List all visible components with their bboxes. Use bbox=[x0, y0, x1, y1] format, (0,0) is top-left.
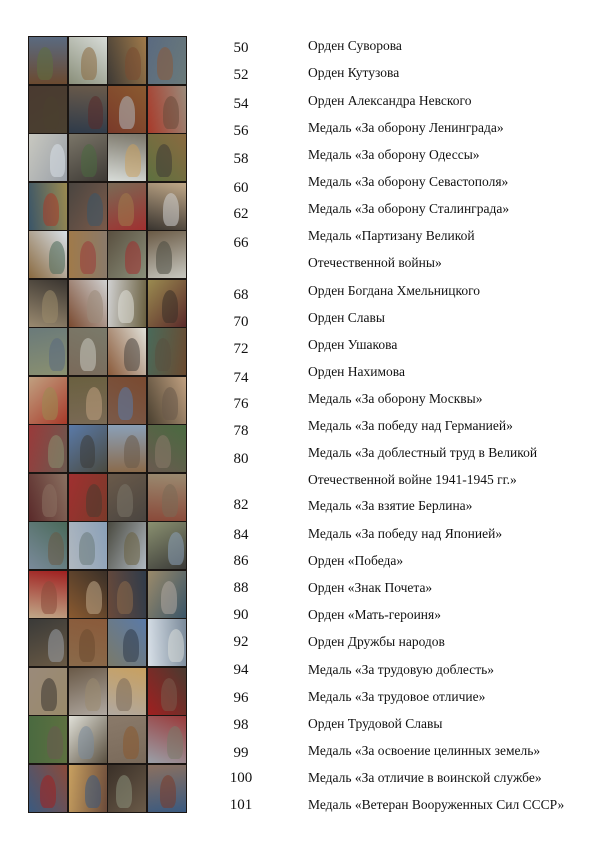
painting-thumbnail bbox=[68, 279, 108, 328]
painting-figure bbox=[118, 193, 134, 226]
painting-figure bbox=[42, 290, 58, 323]
painting-figure bbox=[80, 241, 96, 274]
painting-thumbnail bbox=[107, 521, 147, 570]
toc-page-number: 99 bbox=[233, 745, 249, 761]
painting-thumbnail bbox=[68, 764, 108, 813]
toc-entry-title-continued: Отечественной войны» bbox=[308, 255, 442, 270]
painting-thumbnail bbox=[107, 473, 147, 522]
painting-figure bbox=[160, 775, 176, 808]
toc-entry-title: Орден Дружбы народов bbox=[308, 634, 445, 649]
toc-entry-title: Орден Александра Невского bbox=[308, 93, 472, 108]
toc-page-number: 54 bbox=[233, 96, 249, 112]
painting-thumbnail bbox=[107, 182, 147, 231]
painting-figure bbox=[79, 629, 95, 662]
toc-entry-title: Орден Славы bbox=[308, 310, 385, 325]
painting-figure bbox=[118, 290, 134, 323]
painting-figure bbox=[50, 144, 66, 177]
toc-page-number: 52 bbox=[233, 67, 249, 83]
painting-thumbnail bbox=[28, 85, 68, 134]
painting-figure bbox=[163, 96, 179, 129]
painting-thumbnail bbox=[107, 376, 147, 425]
toc-entry-title: Медаль «За победу над Японией» bbox=[308, 526, 503, 541]
painting-thumbnail bbox=[147, 424, 187, 473]
toc-page-number: 50 bbox=[233, 40, 249, 56]
painting-thumbnail bbox=[28, 182, 68, 231]
painting-figure bbox=[116, 775, 132, 808]
toc-page-number: 70 bbox=[233, 314, 249, 330]
painting-thumbnail bbox=[107, 85, 147, 134]
painting-figure bbox=[47, 726, 63, 759]
painting-thumbnail bbox=[68, 133, 108, 182]
painting-figure bbox=[37, 47, 53, 80]
painting-figure bbox=[117, 484, 133, 517]
toc-page-number: 74 bbox=[233, 370, 249, 386]
toc-page-number: 66 bbox=[233, 235, 249, 251]
toc-entry-title: Медаль «За оборону Одессы» bbox=[308, 147, 480, 162]
painting-thumbnail bbox=[107, 424, 147, 473]
painting-figure bbox=[40, 775, 56, 808]
painting-thumbnail bbox=[147, 618, 187, 667]
toc-page-number: 82 bbox=[233, 497, 249, 513]
painting-thumbnail bbox=[68, 376, 108, 425]
painting-figure bbox=[86, 484, 102, 517]
painting-figure bbox=[123, 629, 139, 662]
toc-entry-title: Орден Кутузова bbox=[308, 65, 400, 80]
toc-page-number: 92 bbox=[233, 634, 249, 650]
painting-figure bbox=[125, 144, 141, 177]
painting-thumbnail bbox=[68, 521, 108, 570]
painting-figure bbox=[124, 435, 140, 468]
painting-figure bbox=[80, 435, 96, 468]
painting-figure bbox=[168, 629, 184, 662]
painting-figure bbox=[85, 678, 101, 711]
painting-figure bbox=[123, 726, 139, 759]
painting-thumbnail bbox=[147, 36, 187, 85]
toc-entry-title: Орден Суворова bbox=[308, 38, 402, 53]
toc-entry-title: Медаль «За трудовое отличие» bbox=[308, 689, 486, 704]
painting-figure bbox=[116, 678, 132, 711]
painting-thumbnail bbox=[147, 230, 187, 279]
painting-figure bbox=[42, 484, 58, 517]
painting-figure bbox=[87, 290, 103, 323]
painting-figure bbox=[162, 290, 178, 323]
painting-figure bbox=[163, 193, 179, 226]
toc-page-number: 101 bbox=[229, 797, 253, 813]
painting-figure bbox=[41, 678, 57, 711]
painting-figure bbox=[156, 241, 172, 274]
toc-page-number: 60 bbox=[233, 180, 249, 196]
painting-thumbnail bbox=[147, 570, 187, 619]
painting-thumbnail bbox=[147, 279, 187, 328]
toc-page-number: 78 bbox=[233, 423, 249, 439]
painting-thumbnail bbox=[147, 764, 187, 813]
toc-entry-title: Орден Нахимова bbox=[308, 364, 405, 379]
painting-figure bbox=[124, 532, 140, 565]
painting-thumbnail bbox=[28, 230, 68, 279]
painting-figure bbox=[162, 387, 178, 420]
painting-figure bbox=[168, 532, 184, 565]
painting-thumbnail bbox=[68, 327, 108, 376]
painting-figure bbox=[125, 47, 141, 80]
painting-figure bbox=[41, 581, 57, 614]
painting-figure bbox=[43, 96, 59, 129]
toc-page-number: 90 bbox=[233, 607, 249, 623]
toc-page-number: 98 bbox=[233, 717, 249, 733]
thumbnail-strip bbox=[28, 36, 186, 812]
painting-figure bbox=[85, 775, 101, 808]
toc-entry-title: Медаль «За оборону Ленинграда» bbox=[308, 120, 504, 135]
painting-thumbnail bbox=[68, 424, 108, 473]
painting-figure bbox=[161, 678, 177, 711]
painting-thumbnail bbox=[68, 230, 108, 279]
toc-page-number: 100 bbox=[229, 770, 253, 786]
painting-figure bbox=[48, 435, 64, 468]
painting-figure bbox=[87, 193, 103, 226]
toc-page-number: 88 bbox=[233, 580, 249, 596]
toc-page-number: 86 bbox=[233, 553, 249, 569]
painting-thumbnail bbox=[147, 85, 187, 134]
toc-entry-title: Орден Ушакова bbox=[308, 337, 398, 352]
painting-figure bbox=[79, 532, 95, 565]
painting-thumbnail bbox=[68, 570, 108, 619]
toc-entry-title: Медаль «За освоение целинных земель» bbox=[308, 743, 541, 758]
painting-figure bbox=[119, 96, 135, 129]
toc-page-number: 62 bbox=[233, 206, 249, 222]
painting-thumbnail bbox=[68, 618, 108, 667]
toc-page-number: 76 bbox=[233, 396, 249, 412]
painting-thumbnail bbox=[147, 521, 187, 570]
painting-figure bbox=[118, 387, 134, 420]
painting-figure bbox=[161, 581, 177, 614]
toc-page-number: 80 bbox=[233, 451, 249, 467]
toc-page-number: 94 bbox=[233, 662, 249, 678]
painting-thumbnail bbox=[107, 36, 147, 85]
painting-thumbnail bbox=[147, 182, 187, 231]
toc-entry-title: Орден «Знак Почета» bbox=[308, 580, 433, 595]
painting-thumbnail bbox=[107, 133, 147, 182]
painting-figure bbox=[49, 241, 65, 274]
painting-figure bbox=[81, 47, 97, 80]
painting-thumbnail bbox=[107, 715, 147, 764]
painting-thumbnail bbox=[28, 521, 68, 570]
painting-figure bbox=[88, 96, 104, 129]
painting-thumbnail bbox=[147, 667, 187, 716]
toc-entry-title: Орден «Мать-героиня» bbox=[308, 607, 441, 622]
painting-thumbnail bbox=[28, 279, 68, 328]
toc-entry-title: Медаль «Ветеран Вооруженных Сил СССР» bbox=[308, 797, 565, 812]
painting-figure bbox=[48, 532, 64, 565]
toc-entry-title: Медаль «За отличие в воинской службе» bbox=[308, 770, 542, 785]
painting-figure bbox=[81, 144, 97, 177]
toc-entry-title: Медаль «За доблестный труд в Великой bbox=[308, 445, 538, 460]
painting-figure bbox=[80, 338, 96, 371]
toc-entry-title: Орден Богдана Хмельницкого bbox=[308, 283, 481, 298]
painting-thumbnail bbox=[147, 133, 187, 182]
painting-thumbnail bbox=[107, 764, 147, 813]
painting-figure bbox=[125, 241, 141, 274]
painting-thumbnail bbox=[107, 618, 147, 667]
painting-thumbnail bbox=[107, 279, 147, 328]
painting-figure bbox=[155, 338, 171, 371]
toc-entry-title: Орден Трудовой Славы bbox=[308, 716, 443, 731]
painting-thumbnail bbox=[28, 618, 68, 667]
painting-thumbnail bbox=[28, 764, 68, 813]
painting-thumbnail bbox=[107, 327, 147, 376]
painting-thumbnail bbox=[68, 36, 108, 85]
toc-entry-title: Медаль «За победу над Германией» bbox=[308, 418, 513, 433]
painting-thumbnail bbox=[68, 85, 108, 134]
toc-page-number: 68 bbox=[233, 287, 249, 303]
painting-figure bbox=[167, 726, 183, 759]
toc-entry-title: Медаль «За оборону Севастополя» bbox=[308, 174, 509, 189]
painting-thumbnail bbox=[28, 376, 68, 425]
painting-figure bbox=[86, 387, 102, 420]
painting-thumbnail bbox=[147, 715, 187, 764]
painting-thumbnail bbox=[28, 473, 68, 522]
painting-figure bbox=[157, 47, 173, 80]
painting-thumbnail bbox=[107, 570, 147, 619]
painting-figure bbox=[42, 387, 58, 420]
painting-thumbnail bbox=[147, 327, 187, 376]
painting-thumbnail bbox=[28, 327, 68, 376]
toc-page-number: 58 bbox=[233, 151, 249, 167]
painting-thumbnail bbox=[28, 667, 68, 716]
painting-figure bbox=[49, 338, 65, 371]
painting-figure bbox=[162, 484, 178, 517]
painting-thumbnail bbox=[68, 715, 108, 764]
painting-figure bbox=[43, 193, 59, 226]
painting-thumbnail bbox=[107, 667, 147, 716]
painting-thumbnail bbox=[28, 36, 68, 85]
painting-thumbnail bbox=[68, 667, 108, 716]
toc-page-number: 96 bbox=[233, 690, 249, 706]
painting-figure bbox=[124, 338, 140, 371]
toc-entry-title: Медаль «За оборону Москвы» bbox=[308, 391, 483, 406]
toc-entry-title-continued: Отечественной войне 1941-1945 гг.» bbox=[308, 472, 517, 487]
painting-thumbnail bbox=[107, 230, 147, 279]
toc-page-number: 72 bbox=[233, 341, 249, 357]
toc-page-number: 56 bbox=[233, 123, 249, 139]
toc-page-number: 84 bbox=[233, 527, 249, 543]
toc-entry-title: Медаль «За взятие Берлина» bbox=[308, 498, 473, 513]
painting-figure bbox=[78, 726, 94, 759]
painting-figure bbox=[117, 581, 133, 614]
painting-thumbnail bbox=[68, 473, 108, 522]
toc-entry-title: Медаль «За оборону Сталинграда» bbox=[308, 201, 510, 216]
toc-entry-title: Медаль «За трудовую доблесть» bbox=[308, 662, 495, 677]
painting-figure bbox=[156, 144, 172, 177]
painting-thumbnail bbox=[28, 133, 68, 182]
toc-entry-title: Медаль «Партизану Великой bbox=[308, 228, 475, 243]
painting-thumbnail bbox=[28, 424, 68, 473]
toc-entry-title: Орден «Победа» bbox=[308, 553, 404, 568]
painting-thumbnail bbox=[28, 570, 68, 619]
painting-figure bbox=[86, 581, 102, 614]
painting-figure bbox=[155, 435, 171, 468]
painting-thumbnail bbox=[147, 376, 187, 425]
painting-figure bbox=[48, 629, 64, 662]
painting-thumbnail bbox=[147, 473, 187, 522]
painting-thumbnail bbox=[28, 715, 68, 764]
painting-thumbnail bbox=[68, 182, 108, 231]
